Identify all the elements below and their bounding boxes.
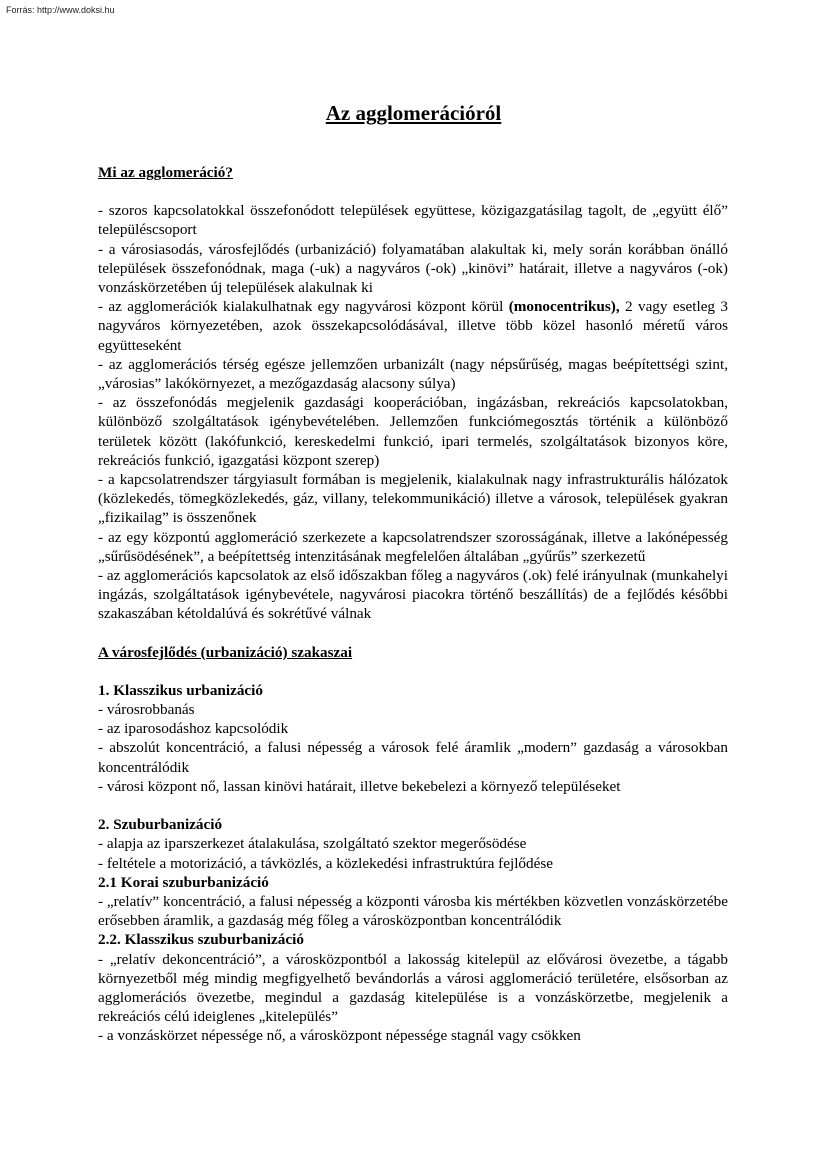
list-item: - „relatív” koncentráció, a falusi népesség a központi városba kis mértékben közvetlen vonzáskörzetébe erősebben áramlik, a gazdaság még főleg a városközpontban koncentrálódik (98, 892, 728, 930)
paragraph: - szoros kapcsolatokkal összefonódott települések együttese, közigazgatásilag tagolt, de „együtt élő” településcsoport (98, 202, 728, 239)
list-item: - a vonzáskörzet népessége nő, a városközpont népessége stagnál vagy csökken (98, 1027, 581, 1045)
bold-term: (monocentrikus), (508, 298, 620, 316)
list-item: - alapja az iparszerkezet átalakulása, szolgáltató szektor megerősödése (98, 835, 527, 853)
source-note: Forrás: http://www.doksi.hu (6, 5, 115, 15)
section-heading-what-is: Mi az agglomeráció? (98, 164, 233, 181)
list-item: - az iparosodáshoz kapcsolódik (98, 720, 289, 738)
list-item: - városrobbanás (98, 701, 195, 719)
list-item: - „relatív dekoncentráció”, a városközpontból a lakosság kitelepül az elővárosi övezetbe, a tágabb környezetből még mindig megfigyelhető bevándorlás a városi agglomeráció területére, elsősorban az agglomerációs övezetbe, megindul a gazdaság kitelepülése is a vonzáskörzetbe, megjelenik a rekreációs célú ideiglenes „kitelepülés” (98, 950, 728, 1026)
subsection-heading: 2.1 Korai szuburbanizáció (98, 873, 269, 891)
paragraph: - a kapcsolatrendszer tárgyiasult formában is megjelenik, kialakulnak nagy infrastrukturális hálózatok (közlekedés, tömegközlekedés, gáz, villany, telekommunikáció) illetve a városok, települések gyakran „fizikailag” is összenőnek (98, 471, 728, 527)
page-title: Az agglomerációról (325, 101, 502, 125)
list-item: - feltétele a motorizáció, a távközlés, a közlekedési infrastruktúra fejlődése (98, 854, 553, 872)
document-body (98, 163, 728, 1046)
list-item: - abszolút koncentráció, a falusi népesség a városok felé áramlik „modern” gazdaság a városokban koncentrálódik (98, 739, 728, 776)
paragraph: - az agglomerációs kapcsolatok az első időszakban főleg a nagyváros (.ok) felé irányulnak (munkahelyi ingázás, szolgáltatások igénybevétele, nagyvárosi piacokra történő beszállítás) de a fejlődés későbbi szakaszában kétoldalúvá és sokrétűvé válnak (98, 567, 728, 623)
paragraph: - az agglomerációs térség egésze jellemzően urbanizált (nagy népsűrűség, magas beépítettségi szint, „városias” lakókörnyezet, a mezőgazdaság alacsony súlya) (98, 355, 728, 393)
paragraph: - a városiasodás, városfejlődés (urbanizáció) folyamatában alakultak ki, mely során korábban önálló települések összefonódnak, maga (-uk) a nagyváros (-ok) „kinövi” határait, illetve a nagyváros (-ok) vonzáskörzetében új települések alakulnak ki (98, 240, 728, 297)
subsection-heading: 2. Szuburbanizáció (98, 816, 223, 834)
subsection-heading: 2.2. Klasszikus szuburbanizáció (98, 931, 304, 949)
paragraph-tail: 2 vagy esetleg 3 nagyváros környezetében, azok összekapcsolódásával, illetve több közel hasonló méretű város együtteseként (98, 298, 728, 354)
paragraph: - az összefonódás megjelenik gazdasági kooperációban, ingázásban, rekreációs kapcsolatokban, különböző szolgáltatások igénybevételében. Jellemzően funkciómegosztás történik a különböző területek között (lakófunkció, kereskedelmi funkció, ipari termelés, szolgáltatások bizonyos köre, rekreációs funkció, igazgatási központ szerep) (98, 394, 728, 469)
subsection-heading: 1. Klasszikus urbanizáció (98, 681, 263, 699)
paragraph (98, 297, 728, 355)
list-item: - városi központ nő, lassan kinövi határait, illetve bekebelezi a környező településeket (98, 777, 621, 795)
paragraph: - az egy központú agglomeráció szerkezete a kapcsolatrendszer szorosságának, illetve a lakónépesség „sűrűsödésének”, a beépítettség intenzitásának megfelelően általában „gyűrűs” szerkezetű (98, 528, 728, 565)
section-heading-stages: A városfejlődés (urbanizáció) szakaszai (98, 643, 353, 661)
paragraph-lead: - az agglomerációk kialakulhatnak egy nagyvárosi központ körül (98, 298, 504, 316)
